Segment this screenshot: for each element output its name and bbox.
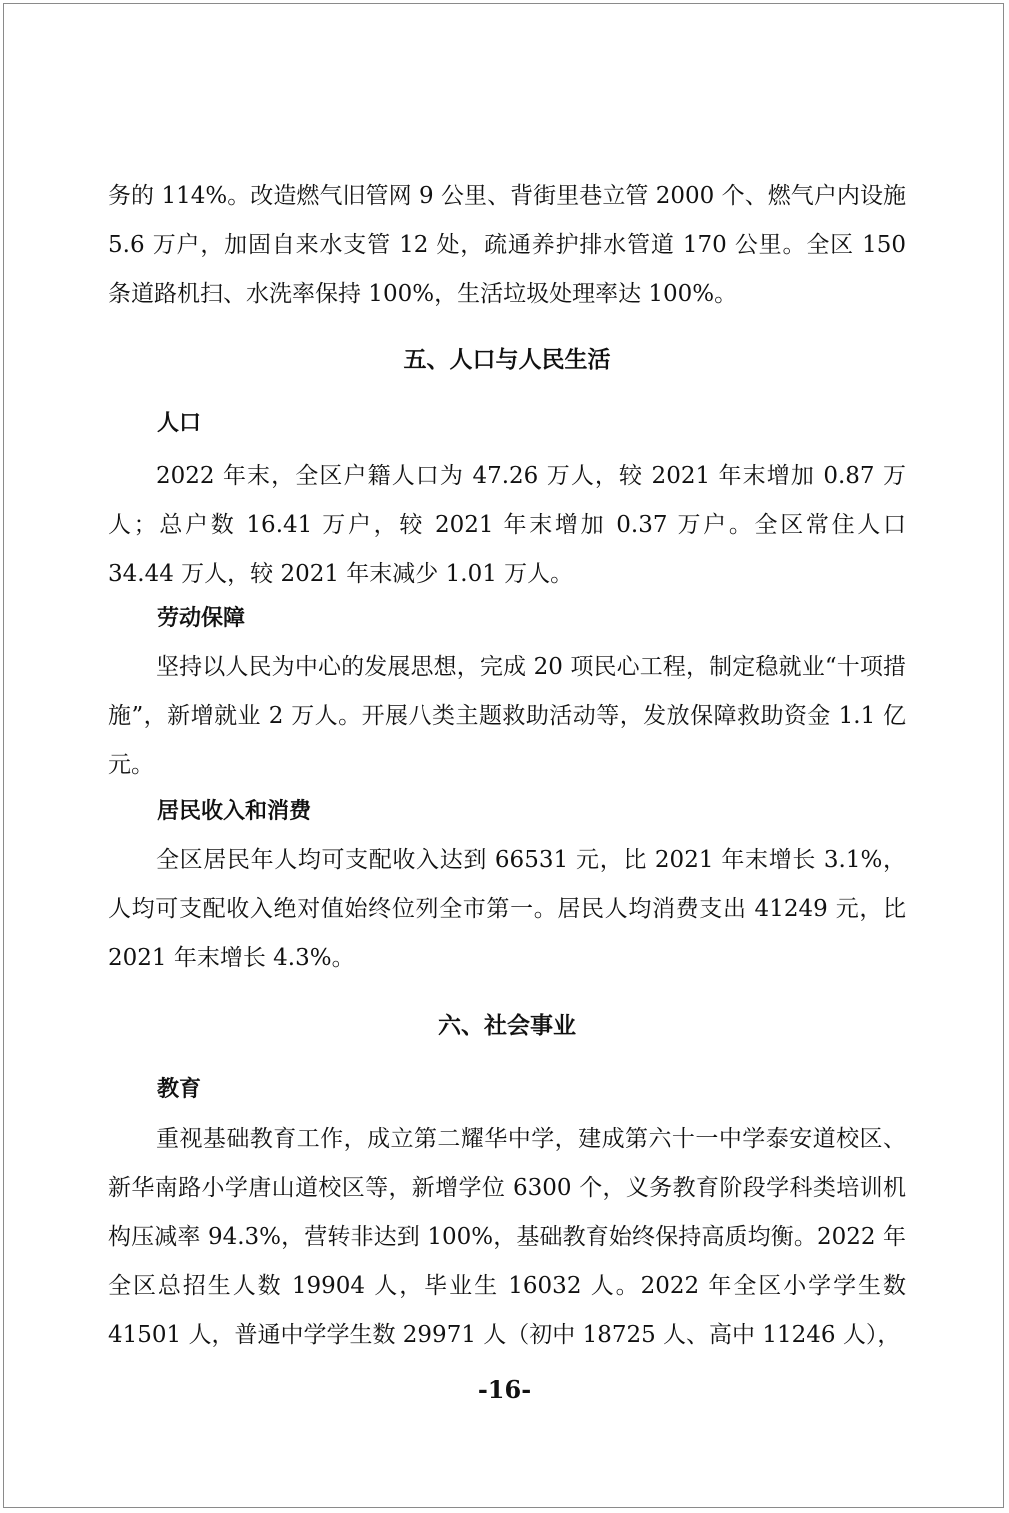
paragraph-continued: 务的 114%。改造燃气旧管网 9 公里、背街里巷立管 2000 个、燃气户内设施 5.6 万户，加固自来水支管 12 处，疏通养护排水管道 170 公里。全区 150 条道路机扫、水洗率保持 100%，生活垃圾处理率达 100%。 xyxy=(108,183,906,307)
paragraph-education: 重视基础教育工作，成立第二耀华中学，建成第六十一中学泰安道校区、新华南路小学唐山道校区等，新增学位 6300 个，义务教育阶段学科类培训机构压减率 94.3%，营转非达到 100%，基础教育始终保持高质均衡。2022 年全区总招生人数 19904 人，毕业生 16032 人。2022 年全区小学学生数 41501 人，普通中学学生数 29971 人（初中 18725 人、高中 11246 人）， xyxy=(108,1126,906,1348)
paragraph-labor: 坚持以人民为中心的发展思想，完成 20 项民心工程，制定稳就业“十项措施”，新增就业 2 万人。开展八类主题救助活动等，发放保障救助资金 1.1 亿元。 xyxy=(108,654,906,778)
paragraph-income: 全区居民年人均可支配收入达到 66531 元，比 2021 年末增长 3.1%，人均可支配收入绝对值始终位列全市第一。居民人均消费支出 41249 元，比 2021 年末增长 4.3%。 xyxy=(108,847,906,971)
paragraph-population: 2022 年末，全区户籍人口为 47.26 万人，较 2021 年末增加 0.87 万人；总户数 16.41 万户，较 2021 年末增加 0.37 万户。全区常住人口 34.44 万人，较 2021 年末减少 1.01 万人。 xyxy=(108,463,906,587)
chapter-heading-population-life: 五、人口与人民生活 xyxy=(403,347,611,373)
chapter-heading-social: 六、社会事业 xyxy=(438,1013,576,1039)
section-heading-education: 教育 xyxy=(157,1077,202,1102)
page-number: -16- xyxy=(477,1375,532,1404)
section-heading-population: 人口 xyxy=(157,411,202,436)
section-heading-labor: 劳动保障 xyxy=(157,606,246,631)
section-heading-income: 居民收入和消费 xyxy=(157,799,312,824)
